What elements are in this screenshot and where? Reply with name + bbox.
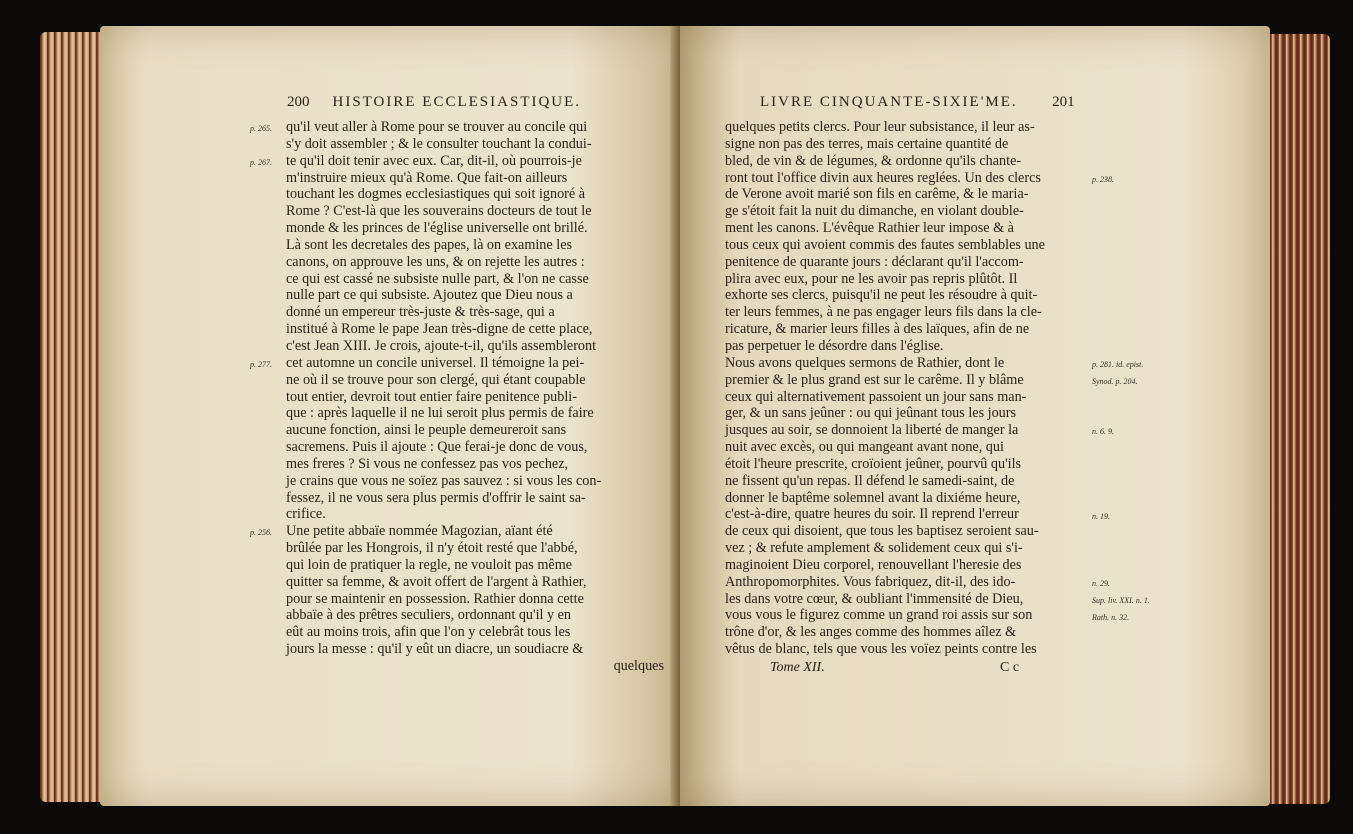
left-running-head (287, 94, 581, 111)
text-line: monde & les princes de l'église universelle ont brillé. (286, 220, 588, 237)
margin-note: p. 265. (250, 124, 272, 133)
text-line: Rome ? C'est-là que les souverains docteurs de tout le (286, 203, 592, 220)
right-page (680, 26, 1270, 806)
text-line: abbaïe à des prêtres seculiers, ordonnant qu'il y en (286, 607, 572, 624)
text-line: vêtus de blanc, tels que vous les voïez peints contre les (725, 641, 1037, 658)
text-line: que : après laquelle il ne lui seroit plus permis de faire (286, 405, 594, 422)
text-line: Anthropomorphites. Vous fabriquez, dit-il, des ido- (725, 573, 1016, 590)
margin-note: p. 238. (1092, 174, 1114, 184)
margin-note: n. 29. (1092, 578, 1110, 588)
text-line: s'y doit assembler ; & le consulter touchant la condui- (286, 135, 592, 152)
text-line: aucune fonction, ainsi le peuple demeureroit sans (286, 422, 567, 439)
text-line: m'instruire mieux qu'à Rome. Que fait-on ailleurs (286, 169, 568, 186)
text-line: sacremens. Puis il ajoute : Que ferai-je donc de vous, (286, 439, 588, 456)
text-line: de ceux qui disoient, que tous les baptisez seroient sau- (725, 523, 1039, 540)
margin-note: p. 281. id. epist. (1092, 359, 1144, 369)
text-line: brûlée par les Hongrois, il n'y étoit resté que l'abbé, (286, 540, 578, 557)
text-line: touchant les dogmes ecclesiastiques qui soit ignoré à (286, 186, 586, 203)
text-line: tous ceux qui avoient commis des fautes semblables une (725, 236, 1045, 253)
text-line: quitter sa femme, & avoit offert de l'argent à Rathier, (286, 573, 587, 590)
text-line: institué à Rome le pape Jean très-digne de cette place, (286, 321, 593, 338)
text-line: crifice. (286, 506, 326, 523)
left-running-title: HISTOIRE ECCLESIASTIQUE. (332, 94, 582, 110)
text-line: maginoient Dieu corporel, renouvellant l'heresie des (725, 556, 1022, 573)
margin-note: p. 256. (250, 528, 272, 538)
open-book (40, 22, 1330, 814)
text-line: Là sont les decretales des papes, là on examine les (286, 236, 573, 253)
text-line: eût au moins trois, afin que l'on y celebrât tous les (286, 624, 571, 641)
footer-volume-text: Tome XII. (770, 660, 825, 675)
text-line: jusques au soir, se donnoient la liberté de manger la (725, 422, 1019, 439)
text-line: ront tout l'office divin aux heures reglées. Un des clercs (725, 169, 1041, 186)
text-line: ricature, & marier leurs filles à des laïques, afin de ne (725, 321, 1030, 338)
right-body-text (725, 119, 1085, 658)
text-line: Nous avons quelques sermons de Rathier, dont le (725, 354, 1005, 371)
text-line: canons, on approuve les uns, & on rejette les autres : (286, 253, 585, 270)
margin-note: n. 19. (1092, 511, 1110, 521)
text-line: je crains que vous ne soïez pas sauvez : si vous les con- (286, 472, 602, 489)
text-line: ge s'étoit fait la nuit du dimanche, en violant double- (725, 203, 1024, 220)
margin-note: Synod. p. 204. (1092, 376, 1138, 386)
margin-note: n. 6. 9. (1092, 427, 1114, 437)
text-line: plira avec eux, pour ne les avoir pas repris plûtôt. Il (725, 270, 1018, 287)
text-line: ger, & un sans jeûner : ou qui jeûnant tous les jours (725, 405, 1017, 422)
text-line: jours la messe : qu'il y eût un diacre, un soudiacre & (286, 641, 584, 658)
text-line: tout entier, devroit tout entier faire penitence publi- (286, 388, 577, 405)
text-line: ce qui est cassé ne subsiste nulle part, & l'on ne casse (286, 270, 589, 287)
left-body-text (286, 119, 664, 675)
margin-note: p. 267. (250, 157, 272, 167)
text-line: de Verone avoit marié son fils en carême, & le maria- (725, 186, 1029, 203)
margin-note: p. 277. (250, 359, 272, 369)
text-line: nuit avec excès, ou qui mangeant avant none, qui (725, 439, 1004, 456)
text-line: mes freres ? Si vous ne confessez pas vos pechez, (286, 455, 569, 472)
margin-note: Rath. n. 32. (1092, 612, 1130, 622)
text-line: penitence de quarante jours : déclarant qu'il l'accom- (725, 253, 1024, 270)
footer-volume (770, 660, 825, 676)
text-line: pour se maintenir en possession. Rathier donna cette (286, 590, 584, 607)
text-line: ne fissent qu'un repas. Il défend le samedi-saint, de (725, 472, 1015, 489)
text-line: les dans votre cœur, & oubliant l'immensité de Dieu, (725, 590, 1024, 607)
text-line: exhorte ses clercs, puisqu'il ne peut les résoudre à quit- (725, 287, 1038, 304)
text-line: te qu'il doit tenir avec eux. Car, dit-il, où pourrois-je (286, 152, 582, 169)
text-line: qu'il veut aller à Rome pour se trouver au concile qui (286, 119, 588, 135)
text-line: vez ; & refute amplement & solidement ceux qui s'i- (725, 540, 1023, 557)
text-line: c'est Jean XIII. Je crois, ajoute-t-il, qu'ils assembleront (286, 337, 597, 354)
text-line: Une petite abbaïe nommée Magozian, aïant été (286, 523, 553, 540)
text-line: trône d'or, & les anges comme des hommes aîlez & (725, 624, 1017, 641)
right-running-title: LIVRE CINQUANTE-SIXIE'ME. (760, 94, 1018, 110)
right-running-head (760, 94, 1075, 111)
text-line: c'est-à-dire, quatre heures du soir. Il reprend l'erreur (725, 506, 1019, 523)
text-line: quelques (613, 658, 664, 674)
left-page-number: 200 (287, 94, 310, 110)
text-line: signe non pas des terres, mais certaine quantité de (725, 135, 1009, 152)
margin-note: Sup. liv. XXI. n. 1. (1092, 595, 1150, 605)
text-line: nulle part ce qui subsiste. Ajoutez que Dieu nous a (286, 287, 573, 304)
text-line: pas perpetuer le désordre dans l'église. (725, 337, 944, 354)
text-line: étoit l'heure prescrite, croïoient jeûner, pourvû qu'ils (725, 455, 1022, 472)
right-page-number: 201 (1052, 94, 1075, 110)
text-line: cet automne un concile universel. Il témoigne la pei- (286, 354, 585, 371)
text-line: ment les canons. L'évêque Rathier leur impose & à (725, 220, 1014, 237)
text-line: quelques petits clercs. Pour leur subsistance, il leur as- (725, 119, 1035, 135)
text-line: donné un empereur très-juste & très-sage, qui a (286, 304, 555, 321)
text-line: fessez, il ne vous sera plus permis d'offrir le saint sa- (286, 489, 586, 506)
text-line: vous vous le figurez comme un grand roi assis sur son (725, 607, 1033, 624)
text-line: ceux qui alternativement passoient un jour sans man- (725, 388, 1027, 405)
left-page (100, 26, 690, 806)
text-line: qui loin de pratiquer la regle, ne vouloit pas même (286, 556, 573, 573)
text-line: ne où il se trouve pour son clergé, qui étant coupable (286, 371, 586, 388)
text-line: ter leurs femmes, à ne pas engager leurs fils dans la cle- (725, 304, 1042, 321)
text-line: donner le baptême solemnel avant la dixiéme heure, (725, 489, 1021, 506)
text-line: premier & le plus grand est sur le carême. Il y blâme (725, 371, 1024, 388)
footer-signature: C c (1000, 660, 1020, 675)
text-line: bled, de vin & de légumes, & ordonne qu'ils chante- (725, 152, 1022, 169)
